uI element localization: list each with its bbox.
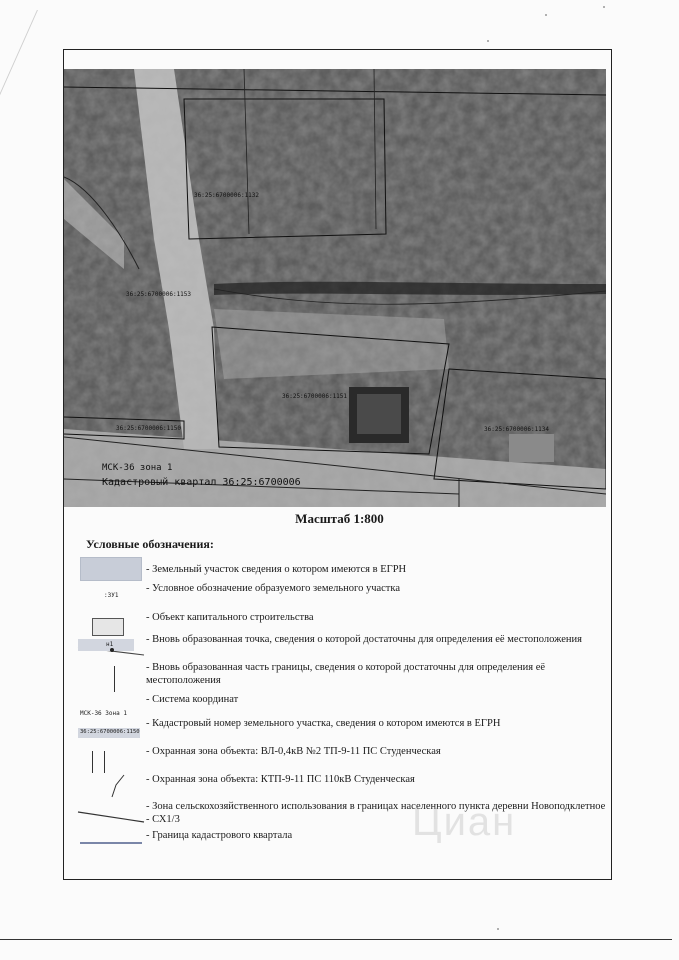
scan-speck — [497, 928, 499, 930]
point-symbol-label: н1 — [106, 641, 114, 648]
cad-number-symbol-label: 36:25:6700006:1150 — [80, 729, 140, 735]
coordinate-zone-label: МСК-36 зона 1 — [102, 463, 173, 473]
legend-text: - Земельный участок сведения о котором имеются в ЕГРН — [146, 564, 407, 575]
zone-symbol-label: МСК-36 Зона 1 — [80, 710, 127, 717]
cadastral-quarter-label: Кадастровый квартал 36:25:6700006 — [102, 477, 301, 488]
parcel-label: 36:25:6700006:1150 — [116, 425, 182, 432]
agricultural-zone-symbol — [76, 800, 146, 830]
power-line-zone-symbol — [76, 743, 146, 773]
page-bottom-rule — [0, 939, 672, 940]
legend-text: - Граница кадастрового квартала — [146, 830, 293, 841]
parcel-label: 36:25:6700006:1132 — [194, 192, 260, 199]
scan-speck — [603, 6, 605, 8]
legend-title: Условные обозначения: — [86, 537, 214, 551]
legend-text: - Охранная зона объекта: ВЛ-0,4кВ №2 ТП-9-11 ПС Студенческая — [146, 746, 441, 757]
new-parcel-symbol-label: :ЗУ1 — [104, 592, 119, 599]
legend-text: - Система координат — [146, 694, 239, 705]
aerial-photo — [64, 69, 606, 507]
parcel-label: 36:25:6700006:1134 — [484, 426, 550, 433]
legend-text: - Охранная зона объекта: КТП-9-11 ПС 110кВ Студенческая — [146, 774, 415, 785]
parcel-label: 36:25:6700006:1151 — [282, 393, 348, 400]
legend-text: - Кадастровый номер земельного участка, сведения о котором имеются в ЕГРН — [146, 718, 501, 729]
cadastral-number-symbol — [76, 710, 146, 740]
new-point-symbol — [76, 631, 146, 661]
cadastral-map — [64, 69, 606, 507]
scan-speck — [487, 40, 489, 42]
parcel-label: 36:25:6700006:1153 — [126, 291, 192, 298]
legend-text: - Вновь образованная точка, сведения о которой достаточны для определения её местоположения — [146, 634, 582, 645]
quarter-boundary-symbol — [76, 828, 146, 858]
map-scale: Масштаб 1:800 — [295, 511, 384, 526]
legend-text: - Условное обозначение образуемого земельного участка — [146, 583, 400, 594]
watermark: Циан — [412, 800, 517, 844]
legend-text: - Вновь образованная часть границы, сведения о которой достаточны для определения её местоположения — [146, 662, 546, 686]
legend-text: - Зона сельскохозяйственного использования в границах населенного пункта деревни Новоподклетное - СХ1/3 — [146, 801, 606, 825]
scan-speck — [545, 14, 547, 16]
legend-text: - Объект капитального строительства — [146, 612, 314, 623]
substation-zone-symbol — [76, 771, 146, 801]
new-boundary-symbol — [76, 660, 146, 690]
